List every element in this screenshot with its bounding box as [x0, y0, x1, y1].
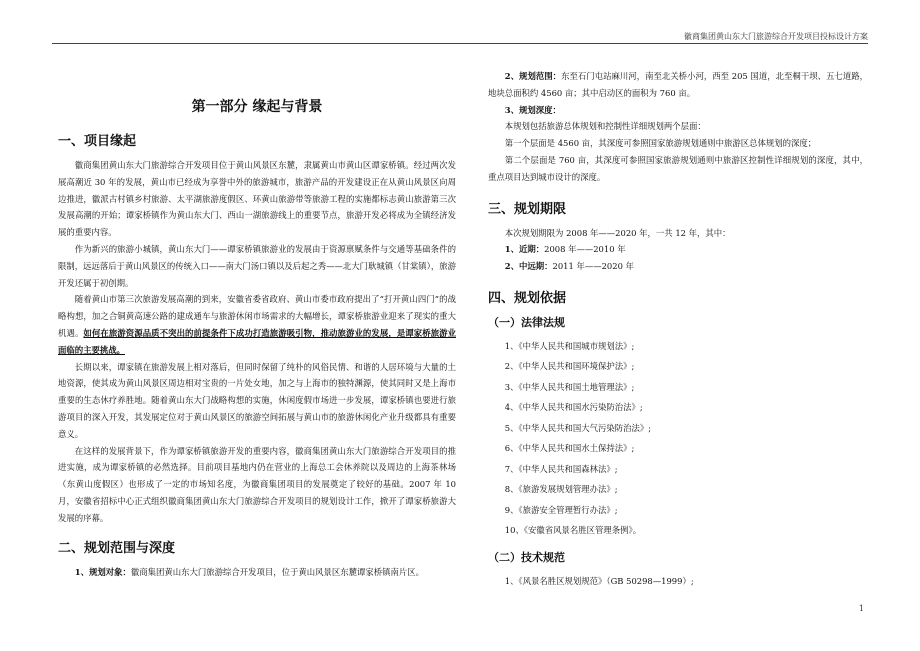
list-item: 10、《安徽省风景名胜区管理条例》。 [504, 525, 642, 536]
list-item: 1、《中华人民共和国城市规划法》; [504, 340, 635, 351]
laws-list [488, 336, 868, 541]
depth-paragraph-1: 本规划包括旅游总体规划和控制性详细规划两个层面： [504, 121, 706, 132]
item-1-text: 徽商集团黄山东大门旅游综合开发项目，位于黄山风景区东麓谭家桥镇南片区。 [130, 566, 424, 577]
range-text: 东至石门屯站麻川河，南至北关桥小河，西至 205 国道，北至桐干坝、五七道路，地块总面积约 4560 亩；其中启动区的面积为 760 亩。 [488, 71, 869, 98]
near-term-label: 1、近期： [504, 244, 545, 255]
list-item: 7、《中华人民共和国森林法》; [504, 463, 618, 474]
tech-list [488, 571, 868, 592]
section-2-title: 二、规划范围与深度 [58, 540, 176, 556]
left-column [58, 60, 456, 580]
section-4-title: 四、规划依据 [488, 290, 567, 306]
section-1-paragraph-1: 徽商集团黄山东大门旅游综合开发项目位于黄山风景区东麓，隶属黄山市黄山区谭家桥镇。经过两次发展高潮近 30 年的发展，黄山市已经成为享誉中外的旅游城市，旅游产品的开发建设正在从黄山风景区向周边推进，徽派古村镇乡村旅游、太平湖旅游度假区、环黄山旅游带等旅游工程的实施都标志黄山旅游第三次发展高潮的开始；谭家桥镇作为黄山东大门、西山一湖旅游线上的重要节点，旅游开发必将成为全镇经济发展的重要内容。 [58, 160, 456, 238]
part-title: 第一部分 缘起与背景 [191, 99, 323, 115]
item-1-label: 1、规划对象： [74, 566, 131, 577]
list-item: 5、《中华人民共和国大气污染防治法》; [504, 422, 652, 433]
section-3-title: 三、规划期限 [488, 201, 567, 217]
list-item: 6、《中华人民共和国水土保持法》; [504, 443, 635, 454]
list-item: 4、《中华人民共和国水污染防治法》; [504, 402, 643, 413]
list-item: 8、《旅游发展规划管理办法》; [504, 484, 618, 495]
near-term-text: 2008 年——2010 年 [544, 244, 626, 255]
section-1-title: 一、项目缘起 [58, 134, 137, 149]
section-1-paragraph-3 [58, 291, 456, 358]
list-item: 3、《中华人民共和国土地管理法》; [504, 381, 635, 392]
paragraph-3-text: 随着黄山市第三次旅游发展高潮的到来，安徽省委省政府、黄山市委市政府提出了“打开黄山四门”的战略构想，加之合铜黄高速公路的建成通车与旅游休闲市场需求的大幅增长，谭家桥旅游业迎来了现实的重大机遇。 [58, 294, 456, 338]
right-column [488, 68, 868, 591]
depth-item [488, 102, 868, 119]
list-item: 1、《风景名胜区规划规范》（GB 50298—1999）; [504, 575, 694, 586]
laws-subtitle: （一）法律法规 [488, 315, 565, 329]
range-label: 2、规划范围： [504, 71, 562, 81]
mid-term-text: 2011 年——2020 年 [552, 261, 634, 272]
section-2-item-1 [58, 564, 456, 581]
list-item: 9、《旅游安全管理暂行办法》; [504, 504, 618, 515]
mid-term-label: 2、中远期： [504, 261, 553, 272]
range-item [488, 68, 868, 102]
tech-subtitle: （二）技术规范 [488, 550, 565, 564]
depth-paragraph-2: 第一个层面是 4560 亩，其深度可参照国家旅游规划通则中旅游区总体规划的深度； [504, 138, 817, 149]
section-1-paragraph-2: 作为新兴的旅游小城镇，黄山东大门——谭家桥镇旅游业的发展由于资源禀赋条件与交通等基础条件的限制，远远落后于黄山风景区的传统入口——南大门汤口镇以及后起之秀——北大门耿城镇（甘棠镇），旅游开发还属于初创期。 [58, 243, 456, 288]
running-header: 徽商集团黄山东大门旅游综合开发项目投标设计方案 [684, 32, 868, 41]
near-term-item [488, 241, 868, 258]
depth-label: 3、规划深度： [504, 104, 561, 115]
list-item: 2、《中华人民共和国环境保护法》; [504, 361, 635, 372]
section-1-paragraph-5: 在这样的发展背景下，作为谭家桥镇旅游开发的重要内容，徽商集团黄山东大门旅游综合开发项目的推进实施，成为谭家桥镇的必然选择。目前项目基地内仍在营业的上海总工会休养院以及周边的上海茶林场（东黄山度假区）也形成了一定的市场知名度，为徽商集团项目的发展奠定了较好的基础。2007 年 10 月，安徽省招标中心正式组织徽商集团黄山东大门旅游综合开发项目的规划设计工作，掀开了谭家桥旅游大发展的序幕。 [58, 445, 456, 523]
page-number: 1 [858, 604, 864, 613]
underlined-challenge-text: 如何在旅游资源品质不突出的前提条件下成功打造旅游吸引物，推动旅游业的发展，是谭家桥旅游业面临的主要挑战。 [58, 327, 457, 355]
section-1-paragraph-4: 长期以来，谭家镇在旅游发展上相对落后，但同时保留了纯朴的风俗民情、和谐的人居环境与大量的土地资源，使其成为黄山风景区周边相对宝贵的一片处女地，加之与上海市的独特渊源，使其同时又是上海市重要的生态休疗养胜地。随着黄山东大门战略构想的实施，休闲度假市场进一步发展，谭家桥镇也要进行旅游项目的深入开发，其发展定位对于黄山风景区的旅游空间拓展与黄山市的旅游休闲化产业升级都具有重要意义。 [58, 361, 456, 439]
period-paragraph: 本次规划期限为 2008 年——2020 年，一共 12 年，其中： [504, 227, 731, 238]
header-rule [52, 43, 868, 44]
depth-paragraph-3: 第二个层面是 760 亩，其深度可参照国家旅游规划通则中旅游区控制性详细规划的深度，其中，重点项目达到城市设计的深度。 [488, 154, 868, 182]
mid-term-item [488, 258, 868, 275]
